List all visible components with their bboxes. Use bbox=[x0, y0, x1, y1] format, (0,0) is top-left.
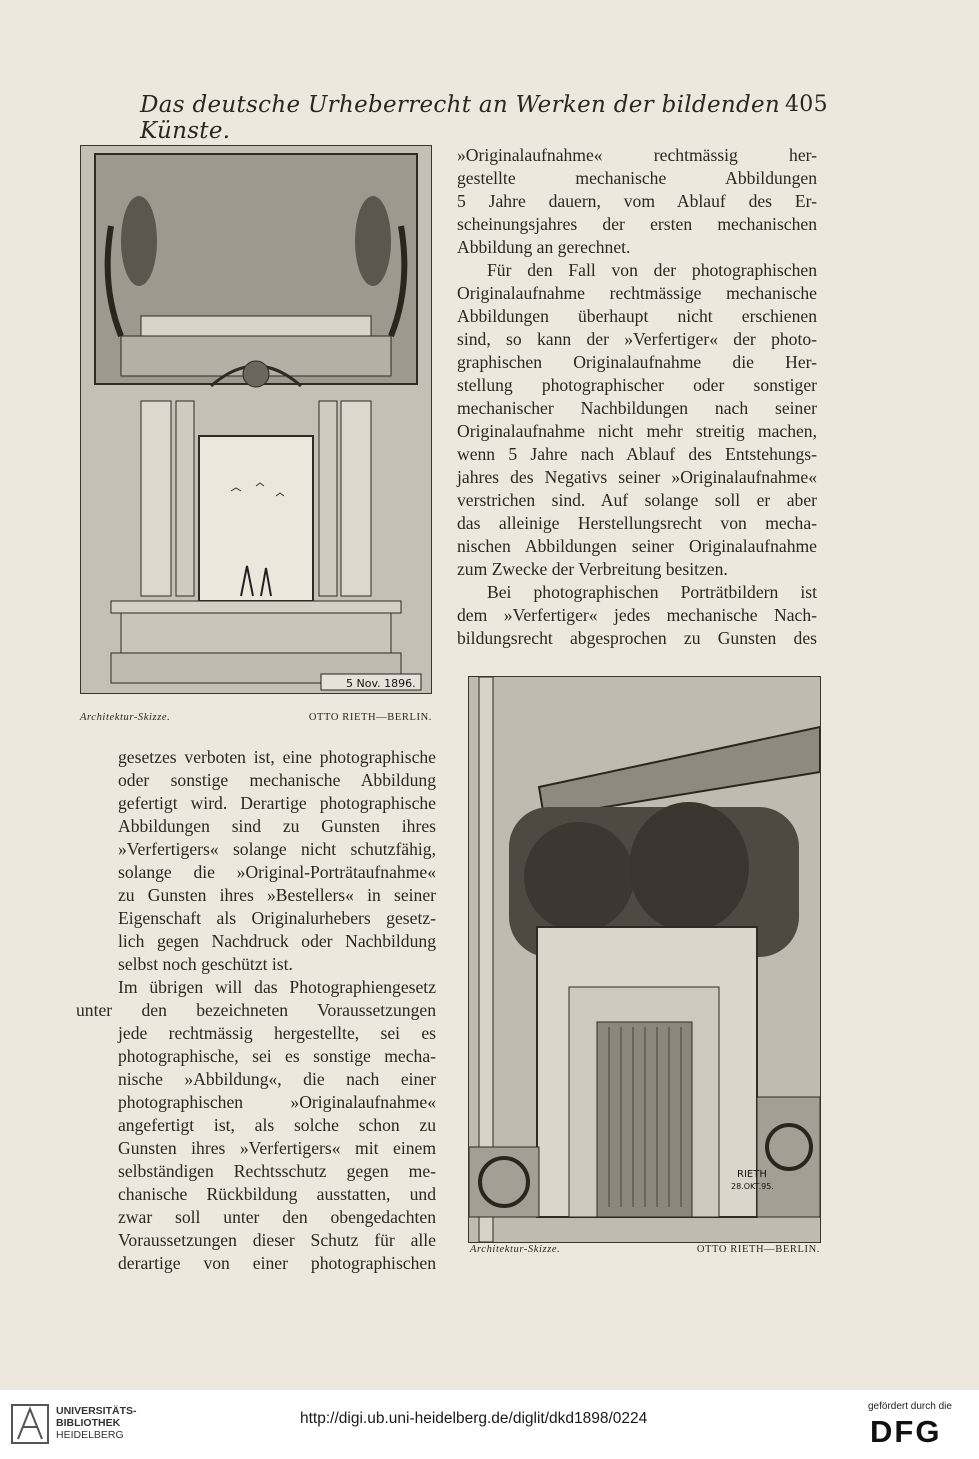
text-line: gesetzes verboten ist, eine photographische bbox=[118, 747, 436, 767]
figure-architecture-sketch-2 bbox=[468, 676, 821, 1243]
text-line: Abbildungen überhaupt nicht erschienen bbox=[457, 306, 817, 326]
text-line: »Originalaufnahme« rechtmässig her- bbox=[457, 145, 817, 165]
text-line: verstrichen sind. Auf solange soll er aber bbox=[457, 490, 817, 510]
text-line: photographische, sei es sonstige mecha- bbox=[118, 1046, 436, 1066]
text-line: Eigenschaft als Originalurhebers gesetz- bbox=[118, 908, 436, 928]
text-line: angefertigt ist, als solche schon zu bbox=[118, 1115, 436, 1135]
text-line: »Verfertigers« solange nicht schutzfähig, bbox=[118, 839, 436, 859]
text-line: jede rechtmässig hergestellte, sei es bbox=[118, 1023, 436, 1043]
text-line: derartige von einer photographischen bbox=[118, 1253, 436, 1273]
library-name bbox=[56, 1405, 137, 1441]
text-line: unter den bezeichneten Voraussetzungen bbox=[76, 1000, 436, 1020]
fig2-caption-artist: OTTO RIETH—BERLIN. bbox=[696, 1244, 820, 1255]
text-line: Abbildungen sind zu Gunsten ihres bbox=[118, 816, 436, 836]
running-header bbox=[140, 92, 840, 144]
viewer-footer bbox=[0, 1390, 979, 1459]
text-line: solange die »Original-Porträtaufnahme« bbox=[118, 862, 436, 882]
text-line: chanische Rückbildung ausstatten, und bbox=[118, 1184, 436, 1204]
text-line: Gunsten ihres »Verfertigers« mit einem bbox=[118, 1138, 436, 1158]
text-line: stellung photographischer oder sonstiger bbox=[457, 375, 817, 395]
text-line: Originalaufnahme rechtmässige mechanische bbox=[457, 283, 817, 303]
left-column-text bbox=[76, 746, 436, 1275]
text-line: Abbildung an gerechnet. bbox=[457, 237, 631, 257]
figure-architecture-sketch-1 bbox=[80, 145, 432, 694]
text-line: nische »Abbildung«, die nach einer bbox=[118, 1069, 436, 1089]
text-line: zu Gunsten ihres »Bestellers« in seiner bbox=[118, 885, 436, 905]
fig1-caption-title: Architektur-Skizze. bbox=[80, 712, 171, 723]
fig1-signature: 5 Nov. 1896. bbox=[346, 677, 416, 690]
figure2-caption bbox=[470, 1244, 820, 1260]
text-line: Voraussetzungen dieser Schutz für alle bbox=[118, 1230, 436, 1250]
dfg-logo: DFG bbox=[870, 1414, 942, 1449]
text-line: Im übrigen will das Photographiengesetz bbox=[118, 977, 436, 997]
right-column-text bbox=[457, 144, 817, 650]
text-line: selbständigen Rechtsschutz gegen me- bbox=[118, 1161, 436, 1181]
text-line: mechanischer Nachbildungen nach seiner bbox=[457, 398, 817, 418]
university-library-logo-icon bbox=[10, 1403, 50, 1445]
text-line: Für den Fall von der photographischen bbox=[487, 260, 817, 280]
header-title: Das deutsche Urheberrecht an Werken der bildenden Künste. bbox=[140, 92, 781, 144]
text-line: lich gegen Nachdruck oder Nachbildung bbox=[118, 931, 436, 951]
text-line: selbst noch geschützt ist. bbox=[118, 954, 293, 974]
figure1-caption bbox=[80, 712, 432, 728]
library-line-1: UNIVERSITÄTS- bbox=[56, 1405, 137, 1417]
text-line: scheinungsjahres der ersten mechanischen bbox=[457, 214, 817, 234]
library-line-3: HEIDELBERG bbox=[56, 1429, 124, 1441]
text-line: photographischen »Originalaufnahme« bbox=[118, 1092, 436, 1112]
text-line: dem »Verfertiger« jedes mechanische Nach- bbox=[457, 605, 817, 625]
text-line: gefertigt wird. Derartige photographische bbox=[118, 793, 436, 813]
page-number: 405 bbox=[785, 92, 828, 117]
funder-text: gefördert durch die bbox=[868, 1401, 952, 1412]
permalink-url[interactable]: http://digi.ub.uni-heidelberg.de/diglit/dkd1898/0224 bbox=[300, 1410, 648, 1427]
text-line: Originalaufnahme nicht mehr streitig machen, bbox=[457, 421, 817, 441]
text-line: zwar soll unter den obengedachten bbox=[118, 1207, 436, 1227]
text-line: 5 Jahre dauern, vom Ablauf des Er- bbox=[457, 191, 817, 211]
sketch-drawing-1 bbox=[81, 146, 431, 693]
sketch-drawing-2 bbox=[469, 677, 820, 1242]
fig2-signature-date: 28.OKT.95. bbox=[731, 1182, 774, 1191]
text-line: oder sonstige mechanische Abbildung bbox=[118, 770, 436, 790]
text-line: sind, so kann der »Verfertiger« der photo- bbox=[457, 329, 817, 349]
text-line: das alleinige Herstellungsrecht von mecha- bbox=[457, 513, 817, 533]
text-line: nischen Abbildungen seiner Originalaufnahme bbox=[457, 536, 817, 556]
text-line: bildungsrecht abgesprochen zu Gunsten des bbox=[457, 628, 817, 648]
text-line: Bei photographischen Porträtbildern ist bbox=[487, 582, 817, 602]
fig2-caption-title: Architektur-Skizze. bbox=[470, 1244, 561, 1255]
text-line: jahres des Negativs seiner »Originalaufnahme« bbox=[457, 467, 817, 487]
text-line: zum Zwecke der Verbreitung besitzen. bbox=[457, 559, 728, 579]
library-line-2: BIBLIOTHEK bbox=[56, 1417, 121, 1429]
text-line: wenn 5 Jahre nach Ablauf des Entstehungs- bbox=[457, 444, 817, 464]
text-line: graphischen Originalaufnahme die Her- bbox=[457, 352, 817, 372]
fig2-signature-name: RIETH bbox=[737, 1169, 767, 1180]
fig1-caption-artist: OTTO RIETH—BERLIN. bbox=[308, 712, 432, 723]
text-line: gestellte mechanische Abbildungen bbox=[457, 168, 817, 188]
